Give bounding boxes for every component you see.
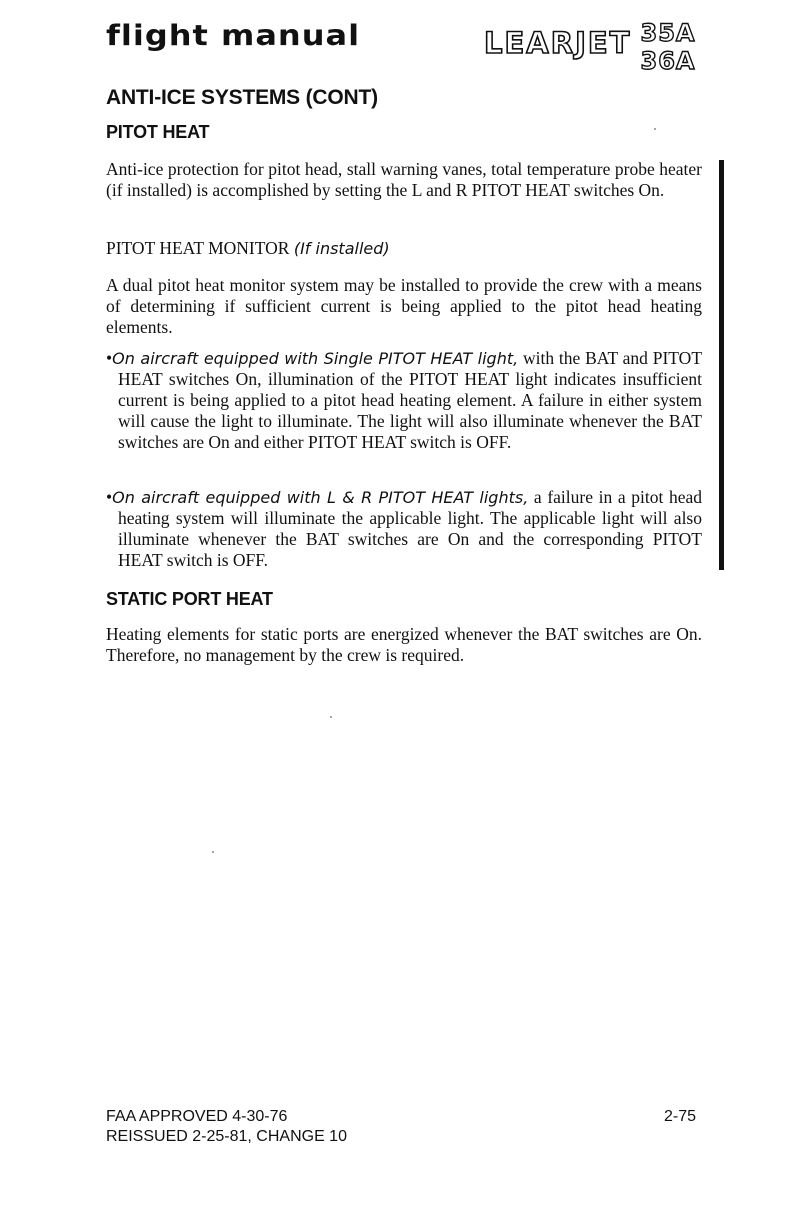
static-port-heat-heading: STATIC PORT HEAT (106, 589, 273, 609)
logo-model-36a: 36A (640, 47, 696, 75)
pitot-heat-heading: PITOT HEAT (106, 122, 210, 142)
bullet-single-light-lead: On aircraft equipped with Single PITOT HEAT light, (112, 349, 519, 368)
monitor-heading-note: (If installed) (293, 239, 390, 258)
section-title: ANTI-ICE SYSTEMS (CONT) (106, 86, 378, 109)
scan-speck (212, 851, 214, 853)
bullet-lr-lights-text: a failure in a pitot head heating system will illuminate the applicable light. The applicable light will also illuminate whenever the BAT switches are On and the corresponding PITOT HEAT switch is OFF. (118, 487, 703, 570)
scan-speck (654, 128, 656, 130)
scan-speck (330, 716, 332, 718)
pitot-heat-monitor-heading (106, 238, 702, 259)
footer-reissue: REISSUED 2-25-81, CHANGE 10 (106, 1128, 347, 1145)
bullet-single-light-text: with the BAT and PITOT HEAT switches On, illumination of the PITOT HEAT light indicates insufficient current is being applied to a pitot head heating element. A failure in either system will cause the light to illuminate. The light will also illuminate whenever the BAT switches are On and either PITOT HEAT switch is OFF. (118, 348, 703, 452)
footer-approval-block (106, 1107, 347, 1147)
revision-change-bar (719, 160, 724, 570)
learjet-logo (484, 18, 714, 76)
pitot-heat-monitor-text: A dual pitot heat monitor system may be installed to provide the crew with a means of determining if sufficient current is being applied to the pitot head heating elements. (106, 275, 702, 337)
static-port-heat-text: Heating elements for static ports are energized whenever the BAT switches are On. Therefore, no management by the crew is required. (106, 624, 702, 665)
logo-brand: LEARJET (484, 26, 632, 60)
logo-model-35a: 35A (640, 19, 696, 47)
monitor-heading-text: PITOT HEAT MONITOR (106, 238, 290, 258)
bullet-lr-lights: •On aircraft equipped with L & R PITOT HEAT lights, a failure in a pitot head heating system will illuminate the applicable light. The applicable light will also illuminate whenever the BAT switches are On and the corresponding PITOT HEAT switch is OFF. (106, 487, 703, 570)
bullet-lr-lights-lead: On aircraft equipped with L & R PITOT HEAT lights, (112, 488, 529, 507)
bullet-single-light: •On aircraft equipped with Single PITOT HEAT light, with the BAT and PITOT HEAT switches On, illumination of the PITOT HEAT light indicates insufficient current is being applied to a pitot head heating element. A failure in either system will cause the light to illuminate. The light will also illuminate whenever the BAT switches are On and either PITOT HEAT switch is OFF. (106, 348, 703, 452)
page-number: 2-75 (663, 1108, 696, 1125)
pitot-heat-intro: Anti-ice protection for pitot head, stall warning vanes, total temperature probe heater (if installed) is accomplished by setting the L and R PITOT HEAT switches On. (106, 159, 702, 200)
footer-approval: FAA APPROVED 4-30-76 (106, 1108, 288, 1125)
manual-title: flight manual (106, 18, 361, 53)
